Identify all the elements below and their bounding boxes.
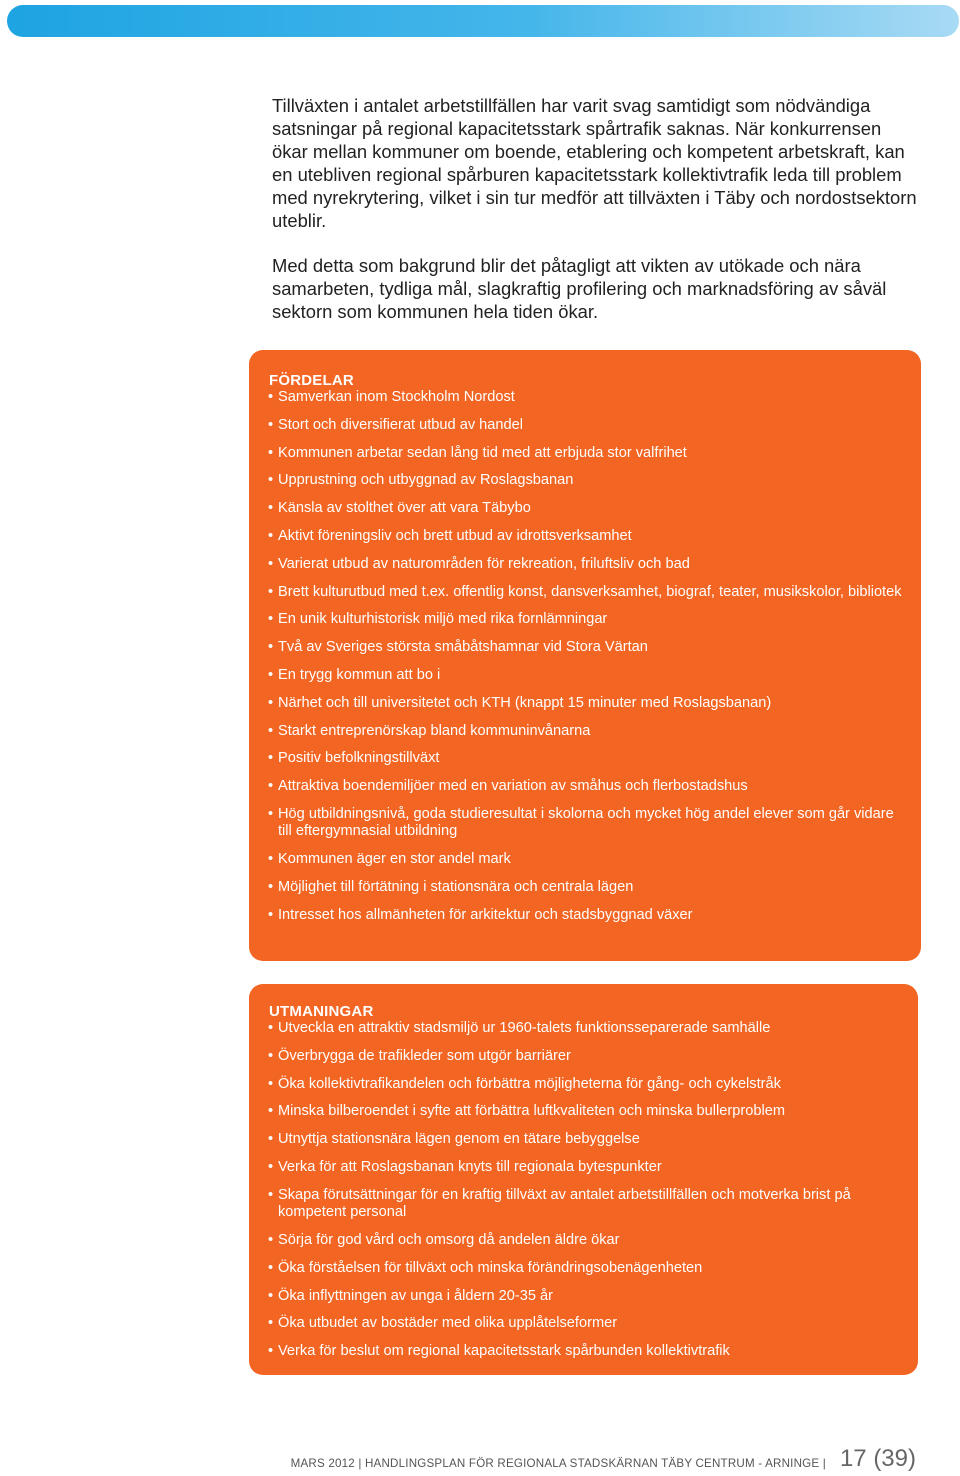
list-item: • Sörja för god vård och omsorg då andelen äldre ökar [268, 1232, 904, 1250]
fordelar-title: FÖRDELAR [269, 372, 354, 389]
list-item: • Aktivt föreningsliv och brett utbud av idrottsverksamhet [268, 528, 907, 546]
utmaningar-list [268, 1020, 904, 1371]
list-item: • Intresset hos allmänheten för arkitektur och stadsbyggnad växer [268, 907, 907, 925]
list-item: • Utveckla en attraktiv stadsmiljö ur 1960-talets funktionsseparerade samhälle [268, 1020, 904, 1038]
list-item: • Upprustning och utbyggnad av Roslagsbanan [268, 472, 907, 490]
list-item: • Skapa förutsättningar för en kraftig tillväxt av antalet arbetstillfällen och motverka brist på kompetent personal [268, 1187, 904, 1222]
list-item: • Känsla av stolthet över att vara Täbybo [268, 500, 907, 518]
list-item: • Positiv befolkningstillväxt [268, 750, 907, 768]
list-item: • Utnyttja stationsnära lägen genom en tätare bebyggelse [268, 1131, 904, 1149]
fordelar-list [268, 389, 907, 935]
list-item: • Verka för beslut om regional kapacitetsstark spårbunden kollektivtrafik [268, 1343, 904, 1361]
list-item: • Två av Sveriges största småbåtshamnar vid Stora Värtan [268, 639, 907, 657]
list-item: • Öka förståelsen för tillväxt och minska förändringsobenägenheten [268, 1260, 904, 1278]
list-item: • Verka för att Roslagsbanan knyts till regionala bytespunkter [268, 1159, 904, 1177]
list-item: • Kommunen äger en stor andel mark [268, 851, 907, 869]
list-item: • Varierat utbud av naturområden för rekreation, friluftsliv och bad [268, 556, 907, 574]
list-item: • Attraktiva boendemiljöer med en variation av småhus och flerbostadshus [268, 778, 907, 796]
list-item: • Öka kollektivtrafikandelen och förbättra möjligheterna för gång- och cykelstråk [268, 1076, 904, 1094]
list-item: • Närhet och till universitetet och KTH (knappt 15 minuter med Roslagsbanan) [268, 695, 907, 713]
intro-paragraph-1: Tillväxten i antalet arbetstillfällen har varit svag samtidigt som nödvändiga satsningar på regional kapacitetsstark spårtrafik saknas. När konkurrensen ökar mellan kommuner om boende, etablering och kompetent arbetskraft, kan en utebliven regional spårburen kapacitetsstark kollektivtrafik leda till problem med nyrekrytering, vilket i sin tur medför att tillväxten i Täby och nordostsektorn uteblir. [272, 95, 917, 231]
list-item: • Överbrygga de trafikleder som utgör barriärer [268, 1048, 904, 1066]
list-item: • Kommunen arbetar sedan lång tid med att erbjuda stor valfrihet [268, 445, 907, 463]
header-bar [7, 5, 959, 37]
intro-text [272, 94, 922, 345]
page-footer [291, 1446, 916, 1472]
footer-text: MARS 2012 | HANDLINGSPLAN FÖR REGIONALA STADSKÄRNAN TÄBY CENTRUM - ARNINGE | [290, 1457, 826, 1470]
list-item: • Hög utbildningsnivå, goda studieresultat i skolorna och mycket hög andel elever som går vidare till eftergymnasial utbildning [268, 806, 907, 841]
list-item: • Brett kulturutbud med t.ex. offentlig konst, dansverksamhet, biograf, teater, musikskolor, bibliotek [268, 584, 907, 602]
fordelar-box [249, 350, 921, 961]
list-item: • En trygg kommun att bo i [268, 667, 907, 685]
page-number: 17 (39) [839, 1445, 916, 1472]
intro-paragraph-2: Med detta som bakgrund blir det påtagligt att vikten av utökade och nära samarbeten, tydliga mål, slagkraftig profilering och marknadsföring av såväl sektorn som kommunen hela tiden ökar. [272, 255, 887, 322]
list-item: • En unik kulturhistorisk miljö med rika fornlämningar [268, 611, 907, 629]
list-item: • Möjlighet till förtätning i stationsnära och centrala lägen [268, 879, 907, 897]
list-item: • Öka utbudet av bostäder med olika upplåtelseformer [268, 1315, 904, 1333]
utmaningar-box [249, 984, 918, 1375]
list-item: • Samverkan inom Stockholm Nordost [268, 389, 907, 407]
list-item: • Minska bilberoendet i syfte att förbättra luftkvaliteten och minska bullerproblem [268, 1103, 904, 1121]
list-item: • Öka inflyttningen av unga i åldern 20-35 år [268, 1288, 904, 1306]
utmaningar-title: UTMANINGAR [269, 1003, 374, 1020]
list-item: • Stort och diversifierat utbud av handel [268, 417, 907, 435]
list-item: • Starkt entreprenörskap bland kommuninvånarna [268, 723, 907, 741]
